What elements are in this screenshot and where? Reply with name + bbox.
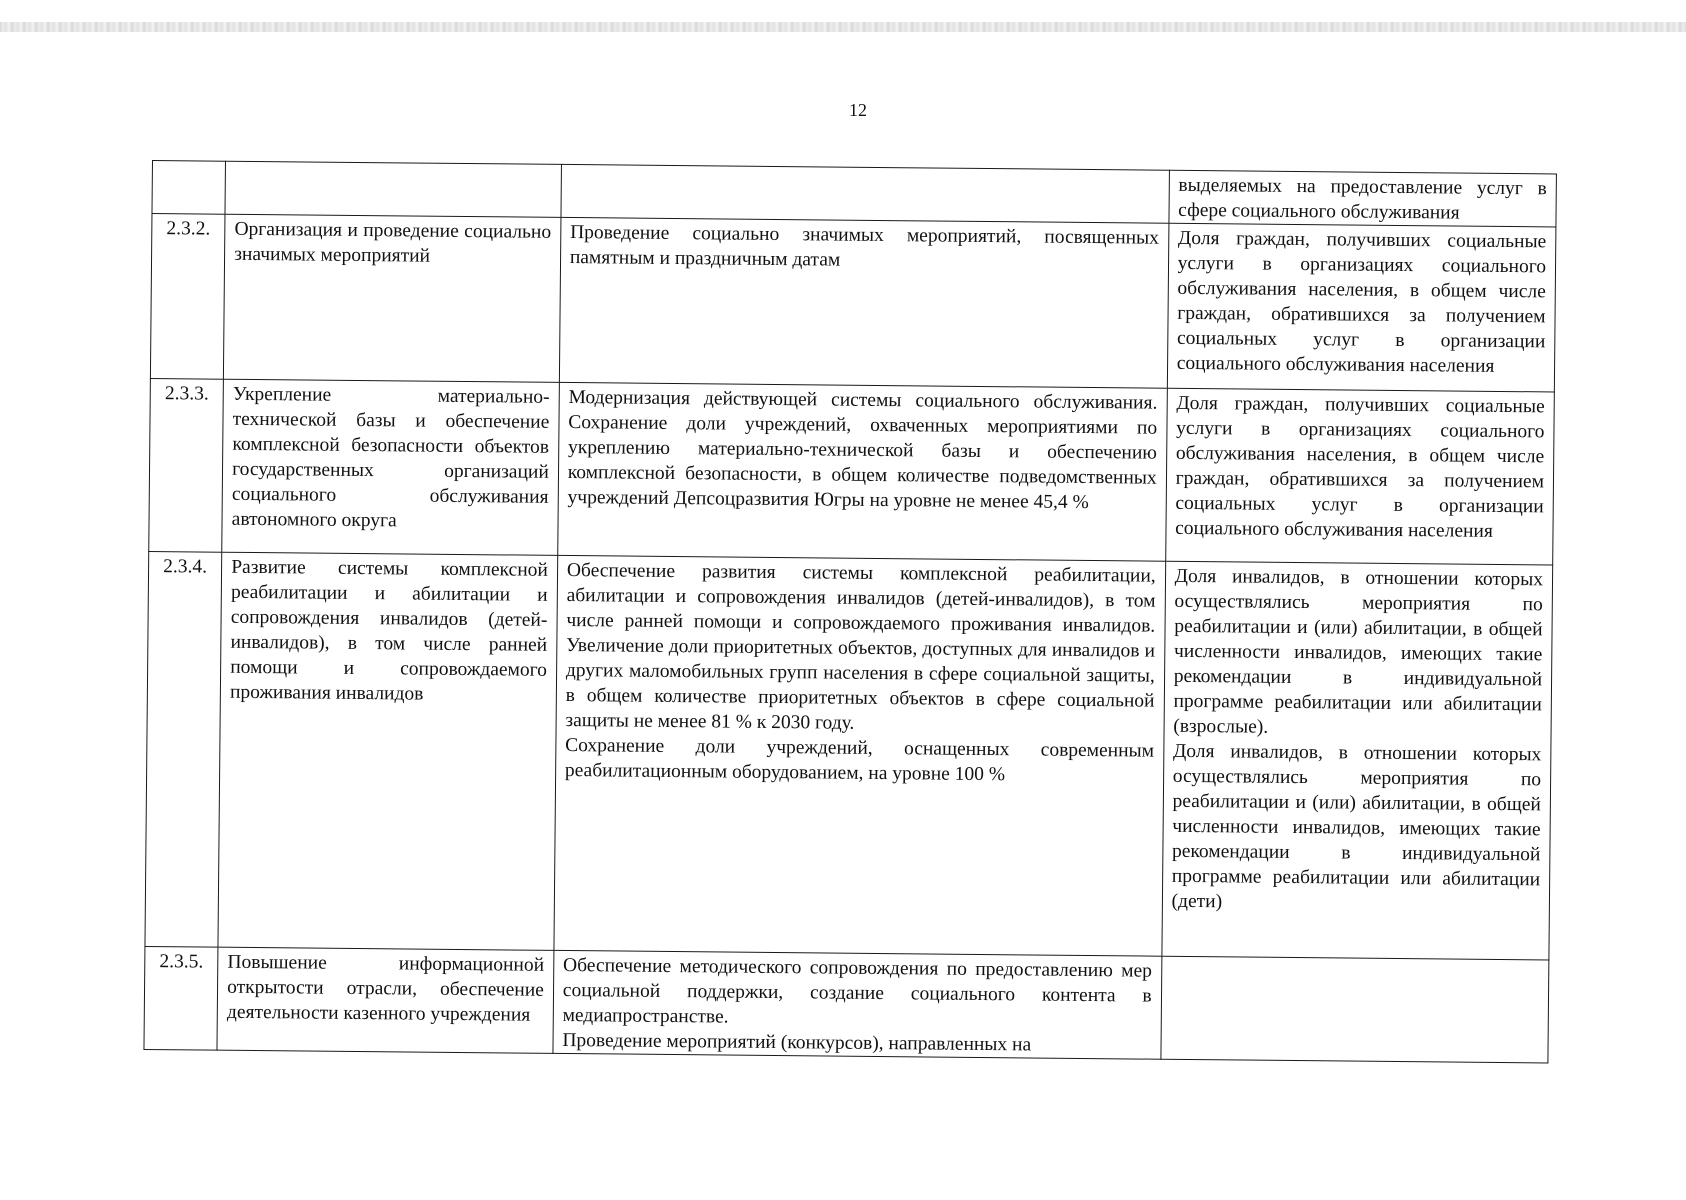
table-row (150, 214, 1556, 392)
description-cell (553, 950, 1162, 1059)
measures-table (143, 160, 1556, 1063)
table-row (145, 551, 1553, 959)
table-row (149, 378, 1555, 564)
scan-top-edge (0, 22, 1686, 32)
indicator-paragraph: Доля граждан, получивших социальные услуги в организациях социального обслуживания населения, в общем числе граждан, обратившихся за получением социальных услуг в организации социального обслуживания населения (1175, 392, 1545, 542)
description-cell (558, 382, 1167, 561)
description-paragraph: Проведение социально значимых мероприятий, посвященных памятным и праздничным датам (569, 222, 1160, 271)
indicator-cell (1165, 388, 1554, 565)
measure-cell: Повышение информационной открытости отрасли, обеспечение деятельности казенного учреждения (217, 947, 554, 1053)
description-paragraph: Обеспечение методического сопровождения по предоставлению мер социальной поддержки, создание социального контента в медиапространстве. (562, 954, 1153, 1028)
description-cell (561, 164, 1169, 223)
description-paragraph: Сохранение доли учреждений, оснащенных современным реабилитационным оборудованием, на уровне 100 % (564, 734, 1155, 786)
description-cell (559, 217, 1168, 388)
row-number-cell: 2.3.5. (144, 946, 218, 1050)
measure-cell: Укрепление материально-технической базы и обеспечение комплексной безопасности объектов государственных организаций социального обслуживания автономного округа (222, 379, 559, 555)
description-cell (554, 555, 1166, 956)
indicator-cell (1161, 956, 1549, 1063)
description-paragraph: Модернизация действующей системы социального обслуживания. Сохранение доли учреждений, охваченных мероприятиями по укреплению материально-технической базы и обеспечению комплексной безопасности, в общем количестве подведомственных учреждений Депсоцразвития Югры на уровне не менее 45,4 % (567, 387, 1158, 514)
indicator-paragraph: Доля инвалидов, в отношении которых осуществлялись мероприятия по реабилитации и (или) абилитации, в общей численности инвалидов, имеющих такие рекомендации в индивидуальной программе реабилитации или абилитации (взрослые). (1173, 565, 1544, 738)
measure-cell: Развитие системы комплексной реабилитации и абилитации и сопровождения инвалидов (детей-инвалидов), в том числе ранней помощи и сопровождаемого проживания инвалидов (218, 552, 557, 950)
row-number-cell (152, 161, 226, 215)
measure-cell (225, 161, 561, 217)
document-sheet (143, 160, 1556, 1063)
indicator-cell (1167, 223, 1556, 392)
measure-cell: Организация и проведение социально значимых мероприятий (224, 214, 561, 382)
indicator-cell: выделяемых на предоставление услуг в сфере социального обслуживания (1169, 170, 1557, 227)
page-number: 12 (849, 100, 867, 120)
indicator-paragraph: Доля инвалидов, в отношении которых осуществлялись мероприятия по реабилитации и (или) абилитации, в общей численности инвалидов, имеющих такие рекомендации в индивидуальной программе реабилитации или абилитации (дети) (1171, 740, 1542, 913)
row-number-cell: 2.3.2. (150, 214, 225, 380)
description-paragraph: Обеспечение развития системы комплексной реабилитации, абилитации и сопровождения инвалидов (детей-инвалидов), в том числе ранней помощи и сопровождаемого проживания инвалидов. Увеличение доли приоритетных объектов, доступных для инвалидов и других маломобильных групп населения в сфере социальной защиты, в общем количестве приоритетных объектов в сфере социальной защиты не менее 81 % к 2030 году. (565, 560, 1156, 734)
row-number-cell: 2.3.3. (149, 378, 224, 552)
table-row (144, 946, 1549, 1062)
row-number-cell: 2.3.4. (145, 551, 222, 947)
indicator-paragraph: Доля граждан, получивших социальные услуги в организациях социального обслуживания населения, в общем числе граждан, обратившихся за получением социальных услуг в организации социального обслуживания населения (1176, 227, 1547, 377)
description-paragraph: Проведение мероприятий (конкурсов), направленных на (562, 1029, 1032, 1056)
indicator-cell (1162, 561, 1553, 960)
